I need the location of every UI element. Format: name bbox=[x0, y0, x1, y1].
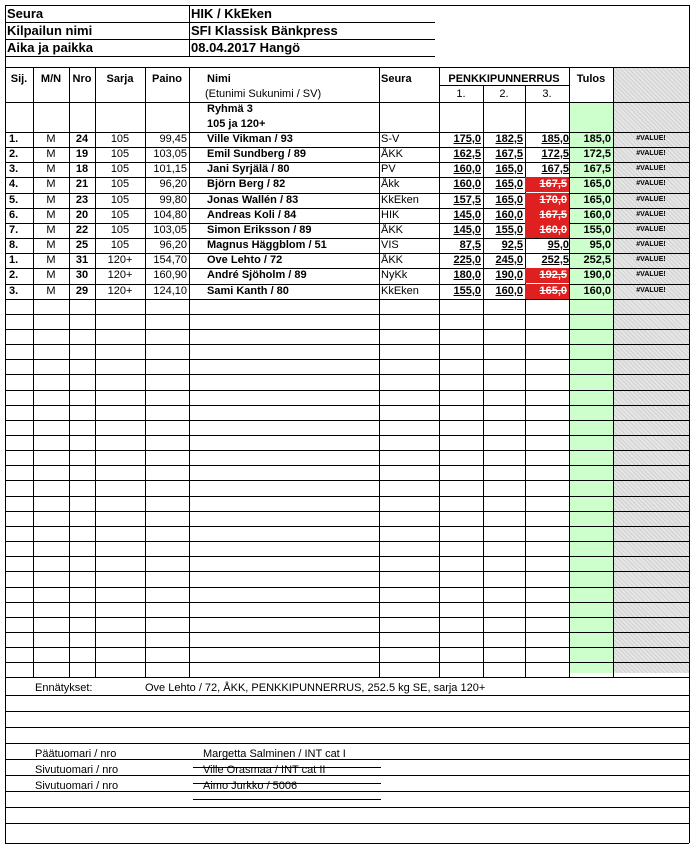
side-judge-2-label: Sivutuomari / nro bbox=[35, 780, 119, 792]
place-label: Aika ja paikka bbox=[7, 40, 93, 55]
row-weight: 99,45 bbox=[159, 133, 187, 145]
row-attempt-2: 190,0 bbox=[495, 269, 523, 281]
side-judge-1-label: Sivutuomari / nro bbox=[35, 764, 119, 776]
row-attempt-2: 160,0 bbox=[495, 209, 523, 221]
row-name: Jonas Wallén / 83 bbox=[207, 194, 299, 206]
footer-line bbox=[5, 843, 689, 844]
row-gender: M bbox=[46, 269, 56, 281]
col-attempt-3: 3. bbox=[542, 88, 552, 100]
row-result: 95,0 bbox=[589, 239, 611, 251]
footer-line bbox=[5, 727, 689, 728]
row-number: 25 bbox=[75, 239, 89, 251]
footer-line bbox=[5, 807, 689, 808]
row-line bbox=[5, 374, 689, 375]
row-number: 31 bbox=[75, 254, 89, 266]
header-line bbox=[5, 22, 191, 23]
signature-line bbox=[193, 767, 381, 768]
head-judge-value: Margetta Salminen / INT cat I bbox=[203, 748, 346, 760]
row-placing: 4. bbox=[9, 178, 19, 190]
club-value: HIK / KkEken bbox=[191, 6, 272, 21]
footer-line bbox=[5, 775, 689, 776]
row-line bbox=[5, 541, 689, 542]
row-attempt-3: 192,5 bbox=[525, 268, 569, 283]
row-attempt-2: 160,0 bbox=[495, 285, 523, 297]
row-attempt-3: 167,5 bbox=[525, 208, 569, 223]
row-wilks: #VALUE! bbox=[636, 271, 666, 278]
row-gender: M bbox=[46, 239, 56, 251]
row-wilks: #VALUE! bbox=[636, 287, 666, 294]
border-top bbox=[5, 5, 689, 6]
row-weight: 124,10 bbox=[153, 285, 187, 297]
row-attempt-1: 180,0 bbox=[453, 269, 481, 281]
col-tulos: Tulos bbox=[576, 73, 606, 85]
row-result: 165,0 bbox=[583, 194, 611, 206]
records-label: Ennätykset: bbox=[35, 682, 93, 694]
row-number: 29 bbox=[75, 285, 89, 297]
row-attempt-2: 245,0 bbox=[495, 254, 523, 266]
row-placing: 5. bbox=[9, 194, 19, 206]
row-gender: M bbox=[46, 285, 56, 297]
row-gender: M bbox=[46, 148, 56, 160]
row-line bbox=[5, 511, 689, 512]
col-seura: Seura bbox=[381, 73, 412, 85]
row-class: 105 bbox=[110, 194, 130, 206]
row-number: 19 bbox=[75, 148, 89, 160]
row-placing: 7. bbox=[9, 224, 19, 236]
row-attempt-3: 170,0 bbox=[525, 193, 569, 208]
row-name: Ove Lehto / 72 bbox=[207, 254, 283, 266]
row-line bbox=[5, 405, 689, 406]
competition-label: Kilpailun nimi bbox=[7, 23, 93, 38]
row-line bbox=[5, 617, 689, 618]
footer-line bbox=[5, 759, 689, 760]
row-attempt-1: 87,5 bbox=[459, 239, 481, 251]
row-club: NyKk bbox=[381, 269, 408, 281]
row-class: 120+ bbox=[107, 269, 133, 281]
signature-line bbox=[193, 799, 381, 800]
records-value: Ove Lehto / 72, ÅKK, PENKKIPUNNERRUS, 252.5 kg SE, sarja 120+ bbox=[145, 682, 486, 694]
row-number: 21 bbox=[75, 178, 89, 190]
row-weight: 154,70 bbox=[153, 254, 187, 266]
row-wilks: #VALUE! bbox=[636, 135, 666, 142]
row-club: S-V bbox=[381, 133, 400, 145]
competition-value: SFI Klassisk Bänkpress bbox=[191, 23, 338, 38]
row-line bbox=[5, 556, 689, 557]
row-number: 23 bbox=[75, 194, 89, 206]
table-header-bottom bbox=[5, 102, 689, 103]
row-club: PV bbox=[381, 163, 396, 175]
row-attempt-3: 252,5 bbox=[541, 254, 569, 266]
row-placing: 2. bbox=[9, 269, 19, 281]
row-attempt-1: 155,0 bbox=[453, 285, 481, 297]
row-name: Sami Kanth / 80 bbox=[207, 285, 289, 297]
col-nro: Nro bbox=[72, 73, 92, 85]
row-line bbox=[5, 526, 689, 527]
row-result: 160,0 bbox=[583, 285, 611, 297]
row-attempt-2: 165,0 bbox=[495, 194, 523, 206]
col-attempt-2: 2. bbox=[499, 88, 509, 100]
row-line bbox=[5, 435, 689, 436]
table-top bbox=[5, 67, 689, 68]
row-weight: 160,90 bbox=[153, 269, 187, 281]
row-weight: 101,15 bbox=[153, 163, 187, 175]
row-wilks: #VALUE! bbox=[636, 256, 666, 263]
row-class: 120+ bbox=[107, 285, 133, 297]
footer-line bbox=[5, 823, 689, 824]
row-wilks: #VALUE! bbox=[636, 165, 666, 172]
row-gender: M bbox=[46, 178, 56, 190]
row-placing: 3. bbox=[9, 285, 19, 297]
col-sij: Sij. bbox=[10, 73, 28, 85]
row-line bbox=[5, 299, 689, 300]
row-attempt-3: 185,0 bbox=[541, 133, 569, 145]
col-mn: M/N bbox=[40, 73, 62, 85]
row-line bbox=[5, 390, 689, 391]
side-judge-2-value: Aimo Jurkko / 5006 bbox=[203, 780, 298, 792]
footer-line bbox=[5, 791, 689, 792]
row-number: 22 bbox=[75, 224, 89, 236]
row-gender: M bbox=[46, 224, 56, 236]
row-gender: M bbox=[46, 209, 56, 221]
row-number: 30 bbox=[75, 269, 89, 281]
row-placing: 8. bbox=[9, 239, 19, 251]
row-name: Simon Eriksson / 89 bbox=[207, 224, 312, 236]
row-class: 105 bbox=[110, 224, 130, 236]
row-line bbox=[5, 587, 689, 588]
footer-line bbox=[5, 711, 689, 712]
row-attempt-1: 157,5 bbox=[453, 194, 481, 206]
side-judge-1-value: Ville Orasmaa / INT cat II bbox=[203, 764, 326, 776]
row-line bbox=[5, 647, 689, 648]
row-weight: 96,20 bbox=[159, 239, 187, 251]
row-club: ÅKK bbox=[381, 224, 404, 236]
row-attempt-1: 225,0 bbox=[453, 254, 481, 266]
place-value: 08.04.2017 Hangö bbox=[191, 40, 301, 55]
event-divider bbox=[439, 85, 569, 86]
row-line bbox=[5, 662, 689, 663]
row-attempt-1: 145,0 bbox=[453, 224, 481, 236]
row-name: Emil Sundberg / 89 bbox=[207, 148, 307, 160]
row-weight: 96,20 bbox=[159, 178, 187, 190]
col-nimi-sub: (Etunimi Sukunimi / SV) bbox=[205, 88, 322, 100]
row-club: HIK bbox=[381, 209, 400, 221]
row-attempt-1: 160,0 bbox=[453, 163, 481, 175]
row-class: 105 bbox=[110, 163, 130, 175]
row-line bbox=[5, 359, 689, 360]
row-weight: 103,05 bbox=[153, 224, 187, 236]
col-line bbox=[189, 67, 190, 677]
row-name: Björn Berg / 82 bbox=[207, 178, 286, 190]
row-club: Åkk bbox=[381, 178, 400, 190]
row-number: 20 bbox=[75, 209, 89, 221]
row-placing: 6. bbox=[9, 209, 19, 221]
row-line bbox=[5, 480, 689, 481]
row-class: 105 bbox=[110, 239, 130, 251]
row-attempt-3: 167,5 bbox=[525, 177, 569, 192]
row-gender: M bbox=[46, 254, 56, 266]
row-name: Ville Vikman / 93 bbox=[207, 133, 293, 145]
row-gender: M bbox=[46, 194, 56, 206]
row-class: 105 bbox=[110, 148, 130, 160]
group-class: 105 ja 120+ bbox=[207, 118, 266, 130]
row-attempt-2: 92,5 bbox=[501, 239, 523, 251]
footer-line bbox=[5, 743, 689, 744]
row-attempt-3: 160,0 bbox=[525, 223, 569, 238]
row-wilks: #VALUE! bbox=[636, 211, 666, 218]
club-label: Seura bbox=[7, 6, 44, 21]
row-class: 105 bbox=[110, 178, 130, 190]
row-class: 120+ bbox=[107, 254, 133, 266]
col-nimi: Nimi bbox=[207, 73, 231, 85]
row-wilks: #VALUE! bbox=[636, 150, 666, 157]
col-sarja: Sarja bbox=[106, 73, 134, 85]
row-attempt-2: 167,5 bbox=[495, 148, 523, 160]
row-placing: 1. bbox=[9, 254, 19, 266]
row-line bbox=[5, 632, 689, 633]
row-line bbox=[5, 344, 689, 345]
row-club: ÅKK bbox=[381, 148, 404, 160]
header-divider bbox=[189, 5, 190, 57]
row-weight: 99,80 bbox=[159, 194, 187, 206]
row-line bbox=[5, 450, 689, 451]
row-wilks: #VALUE! bbox=[636, 180, 666, 187]
row-attempt-1: 162,5 bbox=[453, 148, 481, 160]
row-attempt-2: 165,0 bbox=[495, 163, 523, 175]
row-line bbox=[5, 314, 689, 315]
col-event: PENKKIPUNNERRUS bbox=[448, 73, 560, 85]
row-line bbox=[5, 420, 689, 421]
row-number: 18 bbox=[75, 163, 89, 175]
footer-line bbox=[5, 677, 689, 678]
signature-line bbox=[193, 783, 381, 784]
row-name: Jani Syrjälä / 80 bbox=[207, 163, 290, 175]
row-line bbox=[5, 571, 689, 572]
header-line bbox=[5, 56, 435, 57]
header-line bbox=[5, 39, 191, 40]
row-club: VIS bbox=[381, 239, 399, 251]
row-class: 105 bbox=[110, 209, 130, 221]
row-attempt-3: 95,0 bbox=[547, 239, 569, 251]
row-placing: 2. bbox=[9, 148, 19, 160]
row-club: ÅKK bbox=[381, 254, 404, 266]
header-line bbox=[189, 22, 435, 23]
row-gender: M bbox=[46, 163, 56, 175]
col-line bbox=[689, 5, 690, 843]
row-name: Magnus Häggblom / 51 bbox=[207, 239, 327, 251]
row-line bbox=[5, 602, 689, 603]
row-weight: 103,05 bbox=[153, 148, 187, 160]
row-attempt-3: 167,5 bbox=[541, 163, 569, 175]
row-line bbox=[5, 465, 689, 466]
row-gender: M bbox=[46, 133, 56, 145]
row-name: Andreas Koli / 84 bbox=[207, 209, 297, 221]
footer-line bbox=[5, 695, 689, 696]
col-paino: Paino bbox=[152, 73, 182, 85]
head-judge-label: Päätuomari / nro bbox=[35, 748, 117, 760]
row-attempt-2: 155,0 bbox=[495, 224, 523, 236]
row-placing: 3. bbox=[9, 163, 19, 175]
col-line bbox=[5, 5, 6, 843]
row-result: 185,0 bbox=[583, 133, 611, 145]
header-line bbox=[189, 39, 435, 40]
row-number: 24 bbox=[75, 133, 89, 145]
row-wilks: #VALUE! bbox=[636, 226, 666, 233]
row-result: 190,0 bbox=[583, 269, 611, 281]
col-attempt-1: 1. bbox=[456, 88, 466, 100]
row-name: André Sjöholm / 89 bbox=[207, 269, 307, 281]
row-attempt-1: 175,0 bbox=[453, 133, 481, 145]
row-result: 155,0 bbox=[583, 224, 611, 236]
row-attempt-3: 165,0 bbox=[525, 284, 569, 299]
row-result: 160,0 bbox=[583, 209, 611, 221]
row-club: KkEken bbox=[381, 285, 419, 297]
row-result: 165,0 bbox=[583, 178, 611, 190]
row-line bbox=[5, 329, 689, 330]
row-wilks: #VALUE! bbox=[636, 241, 666, 248]
row-attempt-3: 172,5 bbox=[541, 148, 569, 160]
row-wilks: #VALUE! bbox=[636, 196, 666, 203]
group-title: Ryhmä 3 bbox=[207, 103, 253, 115]
row-attempt-1: 145,0 bbox=[453, 209, 481, 221]
row-line bbox=[5, 496, 689, 497]
col-line bbox=[379, 67, 380, 677]
row-club: KkEken bbox=[381, 194, 419, 206]
row-result: 167,5 bbox=[583, 163, 611, 175]
row-class: 105 bbox=[110, 133, 130, 145]
row-weight: 104,80 bbox=[153, 209, 187, 221]
row-result: 172,5 bbox=[583, 148, 611, 160]
row-placing: 1. bbox=[9, 133, 19, 145]
row-attempt-2: 182,5 bbox=[495, 133, 523, 145]
row-attempt-1: 160,0 bbox=[453, 178, 481, 190]
row-attempt-2: 165,0 bbox=[495, 178, 523, 190]
row-result: 252,5 bbox=[583, 254, 611, 266]
